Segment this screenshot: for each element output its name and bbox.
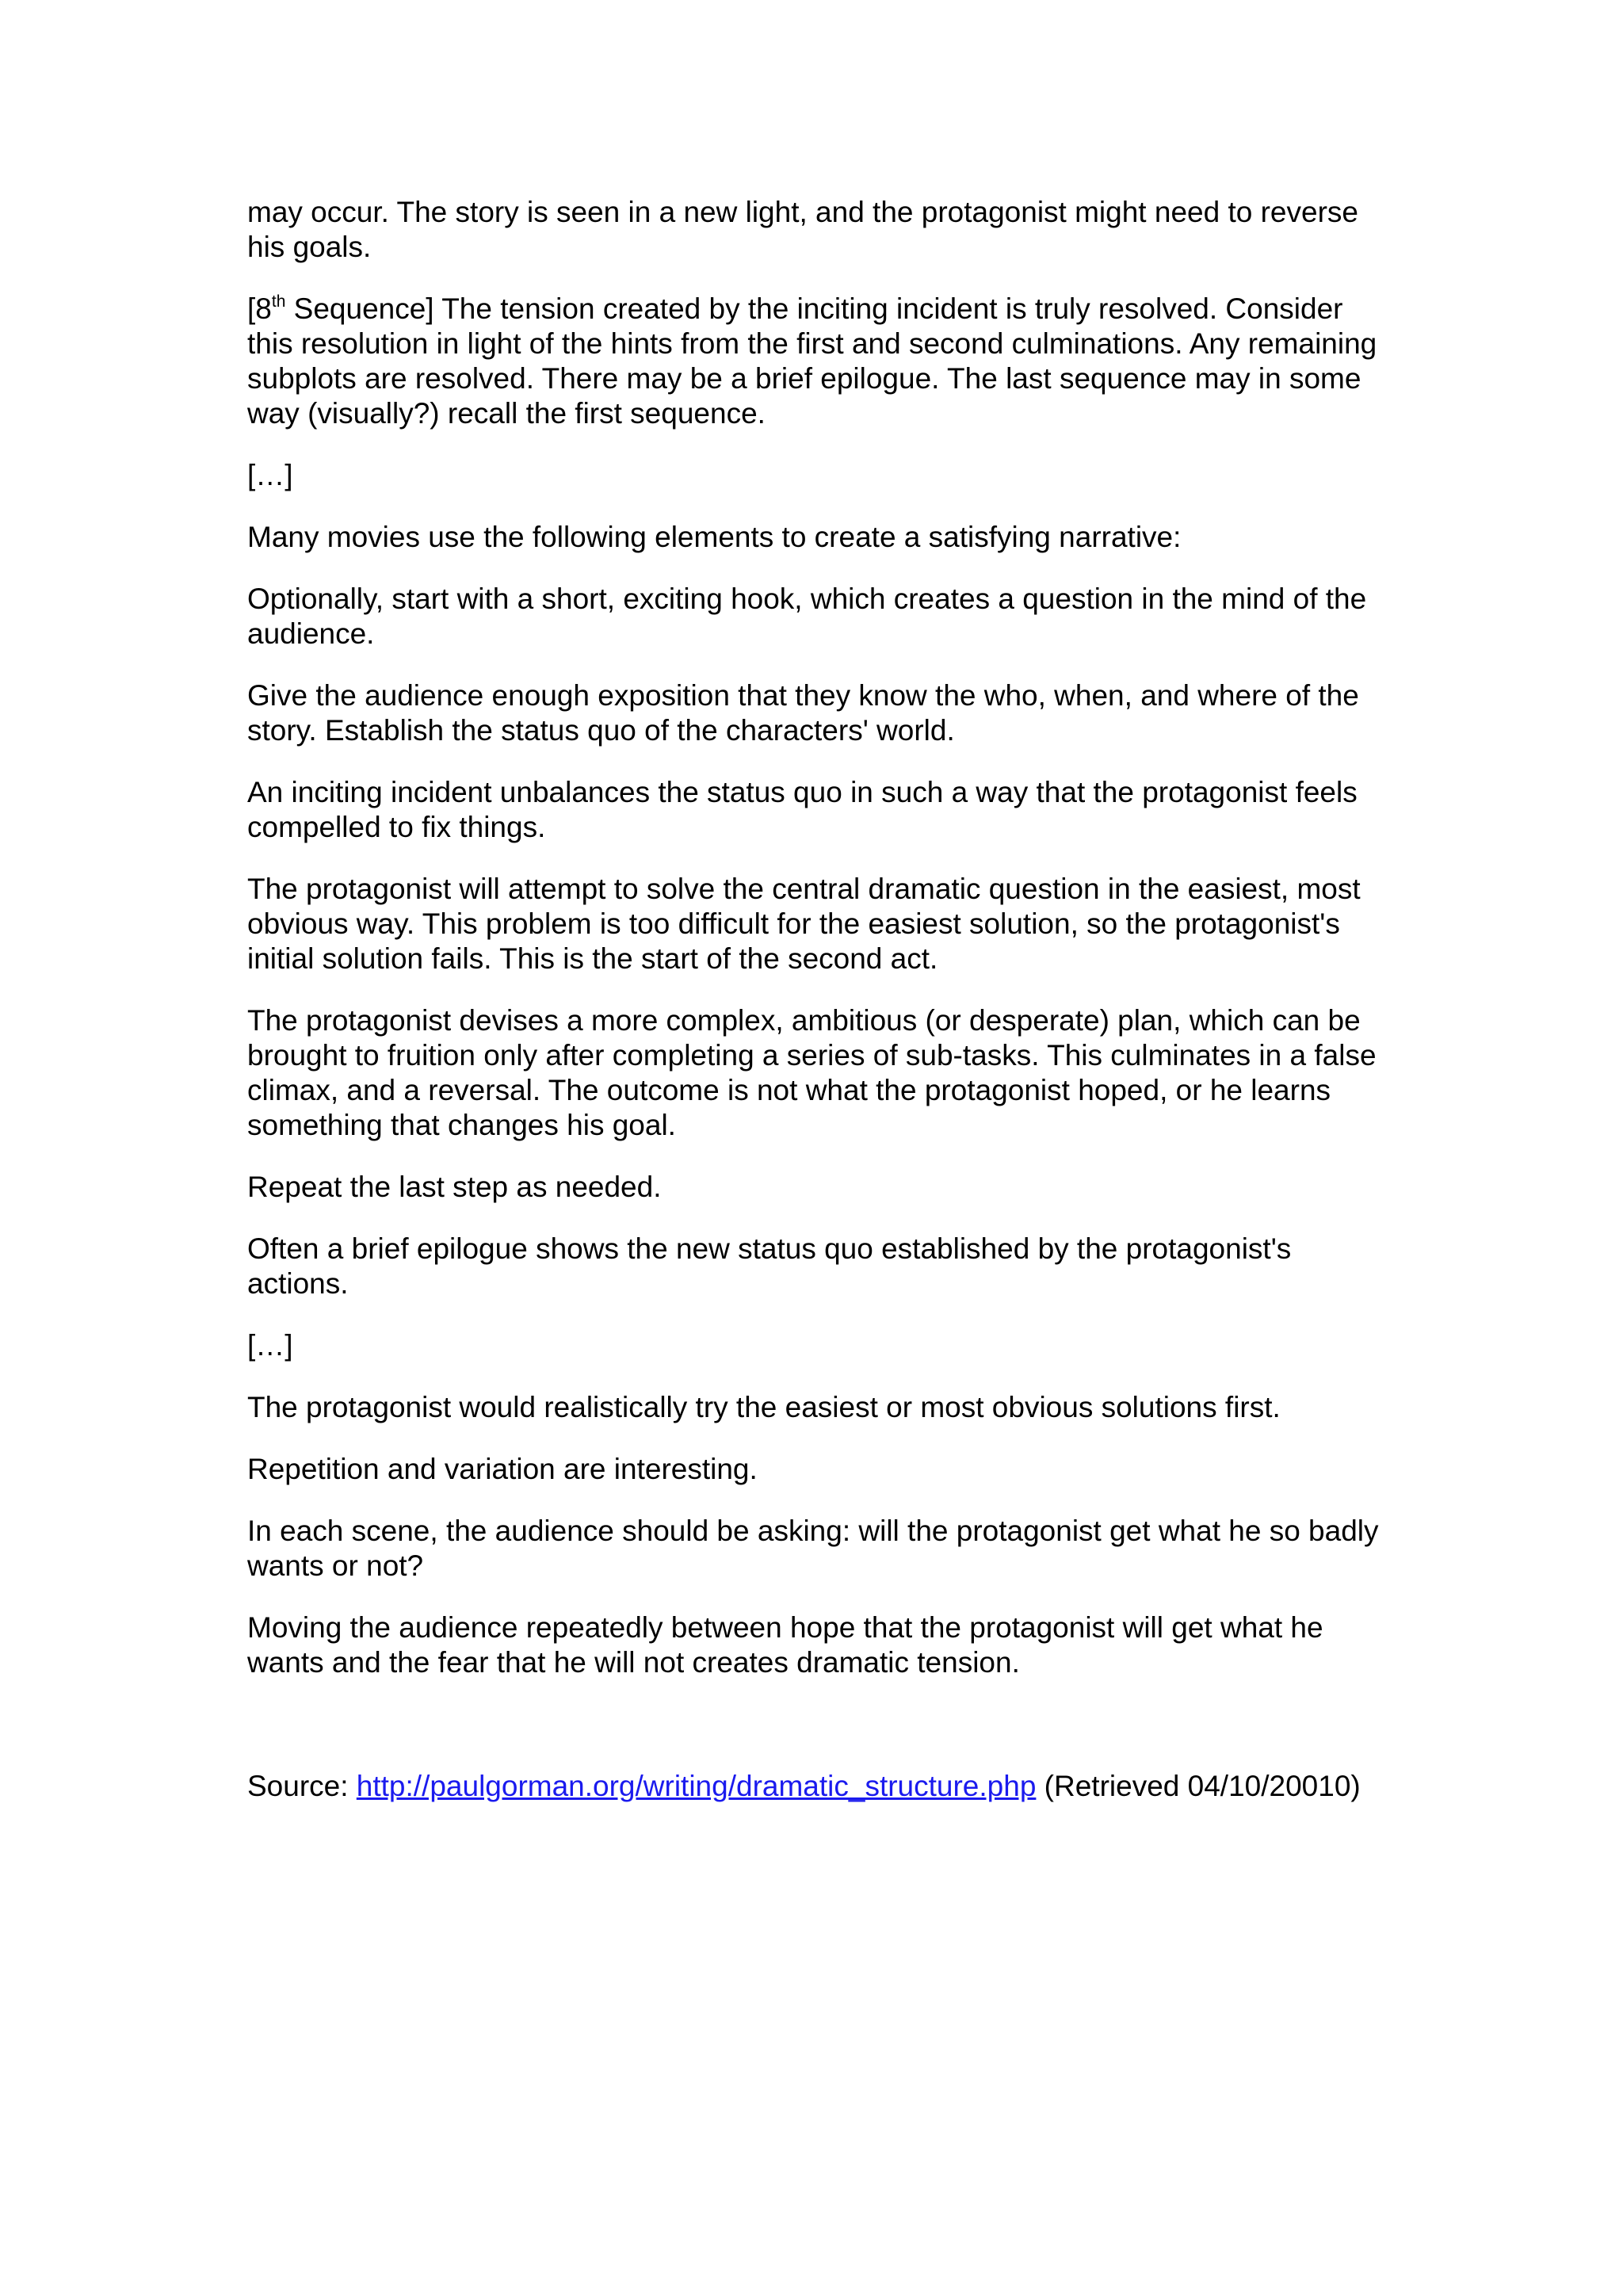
paragraph-hook: Optionally, start with a short, exciting hook, which creates a question in the mind of the audience. [247, 583, 1367, 650]
paragraph-easiest-solutions: The protagonist would realistically try the easiest or most obvious solutions first. [247, 1391, 1281, 1423]
paragraph-epilogue: Often a brief epilogue shows the new status quo established by the protagonist's actions. [247, 1232, 1292, 1300]
paragraph-dramatic-tension: Moving the audience repeatedly between hope that the protagonist will get what he wants and the fear that he will not creates dramatic tension. [247, 1611, 1323, 1679]
source-link[interactable]: http://paulgorman.org/writing/dramatic_structure.php [356, 1770, 1037, 1802]
paragraph-inciting-incident: An inciting incident unbalances the status quo in such a way that the protagonist feels compelled to fix things. [247, 776, 1358, 843]
sequence-text: Sequence] The tension created by the inciting incident is truly resolved. Consider this resolution in light of the hints from the first and second culminations. Any remaining subplots are resolved. There may be a brief epilogue. The last sequence may in some way (visually?) recall the first sequence. [247, 292, 1377, 430]
paragraph-reverse-goals: may occur. The story is seen in a new light, and the protagonist might need to reverse his goals. [247, 196, 1358, 263]
sequence-ordinal-suffix: th [271, 292, 286, 311]
paragraph-elements-intro: Many movies use the following elements to create a satisfying narrative: [247, 521, 1182, 553]
source-retrieved: (Retrieved 04/10/20010) [1036, 1770, 1361, 1802]
paragraph-repeat: Repeat the last step as needed. [247, 1171, 662, 1203]
paragraph-repetition: Repetition and variation are interesting. [247, 1453, 758, 1485]
document-page [247, 195, 1388, 1831]
ellipsis-marker: […] [247, 459, 293, 491]
source-citation [247, 1769, 1388, 1804]
paragraph-scene-question: In each scene, the audience should be asking: will the protagonist get what he so badly wants or not? [247, 1515, 1379, 1582]
sequence-prefix: [8 [247, 292, 272, 325]
section-spacer [247, 1707, 1388, 1769]
paragraph-first-attempt: The protagonist will attempt to solve the central dramatic question in the easiest, most obvious way. This problem is too difficult for the easiest solution, so the protagonist's initial solution fails. This is the start of the second act. [247, 873, 1361, 975]
source-label: Source: [247, 1770, 357, 1802]
paragraph-exposition: Give the audience enough exposition that they know the who, when, and where of the story. Establish the status quo of the characters' world. [247, 679, 1359, 747]
ellipsis-marker: […] [247, 1329, 293, 1362]
paragraph-8th-sequence [247, 292, 1388, 431]
paragraph-complex-plan: The protagonist devises a more complex, ambitious (or desperate) plan, which can be brought to fruition only after completing a series of sub-tasks. This culminates in a false climax, and a reversal. The outcome is not what the protagonist hoped, or he learns something that changes his goal. [247, 1004, 1377, 1141]
